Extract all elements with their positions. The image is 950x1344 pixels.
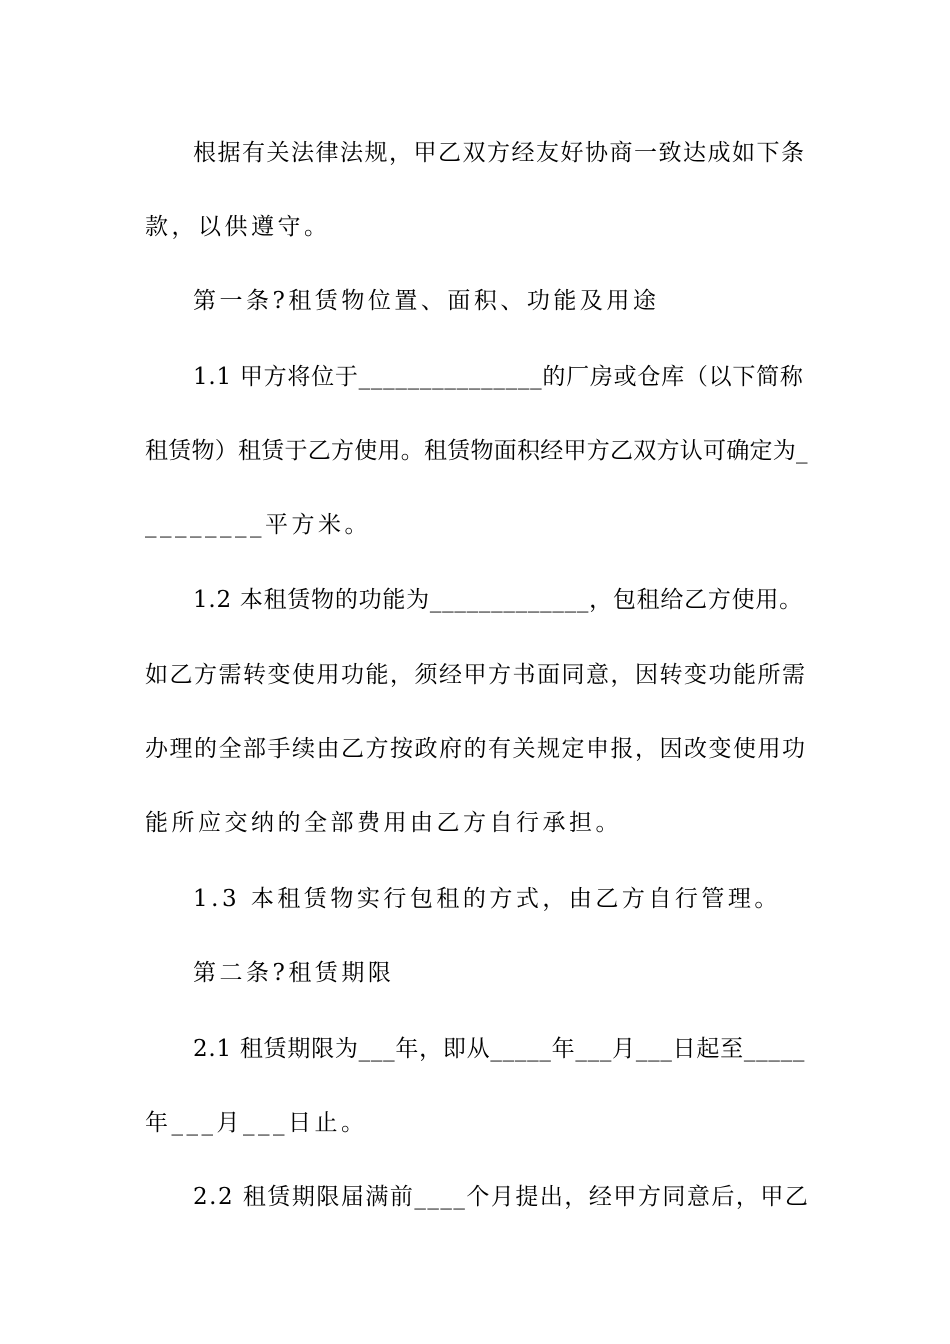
paragraph-line: 款，以供遵守。 [145,214,331,240]
paragraph-line: 租赁物）租赁于乙方使用。租赁物面积经甲方乙双方认可确定为_ [145,438,808,464]
paragraph-line: ________平方米。 [145,512,371,538]
paragraph-line: 1.1 甲方将位于_______________的厂房或仓库（以下简称 [193,364,804,390]
paragraph-line: 2.1 租赁期限为___年，即从_____年___月___日起至_____ [193,1036,806,1062]
paragraph-line: 办理的全部手续由乙方按政府的有关规定申报，因改变使用功 [145,736,807,762]
paragraph-line: 1.3 本租赁物实行包租的方式，由乙方自行管理。 [193,886,781,912]
paragraph-line: 年___月___日止。 [145,1110,368,1136]
paragraph-line: 2.2 租赁期限届满前____个月提出，经甲方同意后，甲乙 [193,1184,810,1210]
article-heading: 第一条?租赁物位置、面积、功能及用途 [193,288,660,314]
paragraph-line: 能所应交纳的全部费用由乙方自行承担。 [145,810,622,836]
paragraph-line: 如乙方需转变使用功能，须经甲方书面同意，因转变功能所需 [145,662,807,688]
paragraph-line: 1.2 本租赁物的功能为_____________，包租给乙方使用。 [193,587,803,613]
article-heading: 第二条?租赁期限 [193,960,395,986]
paragraph-line: 根据有关法律法规，甲乙双方经友好协商一致达成如下条 [193,140,806,166]
